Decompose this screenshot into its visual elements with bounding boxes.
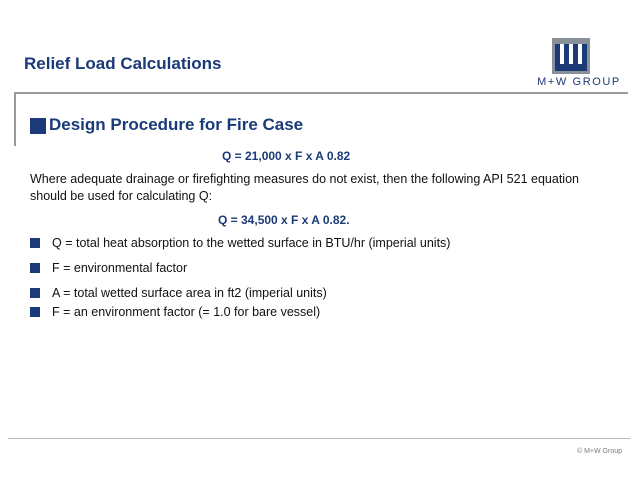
definitions-list [30, 236, 450, 319]
equation-inadequate-drainage: Q = 34,500 x F x A 0.82. [218, 213, 350, 227]
copyright-text: © M+W Group [576, 448, 622, 455]
square-bullet-icon [30, 263, 40, 273]
section-heading [30, 115, 303, 135]
company-logo [524, 38, 634, 98]
equation-standard: Q = 21,000 x F x A 0.82 [222, 149, 351, 163]
square-bullet-icon [30, 288, 40, 298]
square-bullet-icon [30, 307, 40, 317]
footer-divider [8, 438, 630, 439]
list-item-text: Q = total heat absorption to the wetted surface in BTU/hr (imperial units) [52, 236, 451, 250]
logo-text: M+W GROUP [537, 76, 621, 88]
slide-title: Relief Load Calculations [24, 54, 222, 73]
side-divider [14, 92, 16, 146]
list-item [30, 261, 450, 275]
body-paragraph: Where adequate drainage or firefighting measures do not exist, then the following API 521 equation should be used for calculating Q: [30, 172, 579, 203]
list-item [30, 286, 450, 300]
list-item [30, 236, 450, 250]
section-heading-text: Design Procedure for Fire Case [49, 115, 304, 134]
list-item-text: F = environmental factor [52, 261, 188, 275]
square-bullet-icon [30, 118, 46, 134]
header-divider [14, 92, 628, 94]
mw-logo-icon [552, 38, 590, 74]
list-item [30, 305, 450, 319]
list-item-text: F = an environment factor (= 1.0 for bare vessel) [52, 305, 321, 319]
list-item-text: A = total wetted surface area in ft2 (imperial units) [52, 286, 327, 300]
square-bullet-icon [30, 238, 40, 248]
